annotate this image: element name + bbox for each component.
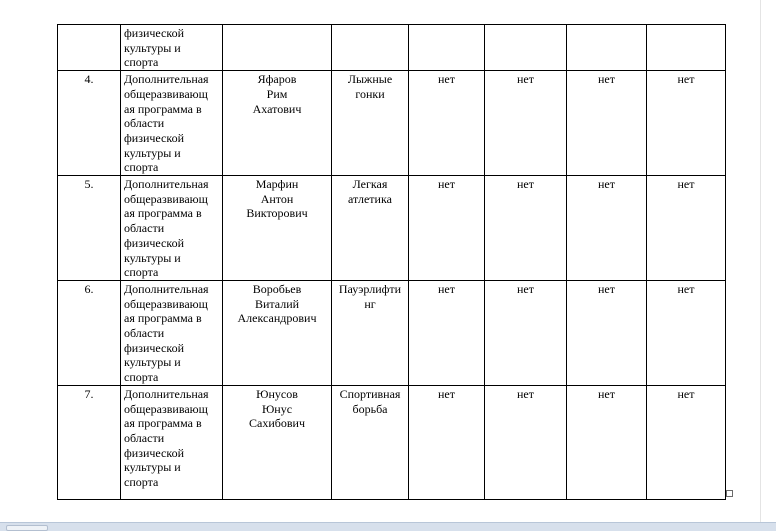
name-line: Виталий xyxy=(254,296,300,311)
program-line: спорта xyxy=(124,370,159,385)
value-cell[interactable]: нет xyxy=(567,71,647,176)
program-line: физической xyxy=(124,340,184,355)
sport-cell[interactable] xyxy=(332,280,409,385)
sport-line: атлетика xyxy=(348,191,392,206)
program-line: ая программа в xyxy=(124,206,202,221)
sport-cell[interactable] xyxy=(332,176,409,281)
name-cell[interactable] xyxy=(223,25,332,71)
program-line: ая программа в xyxy=(124,311,202,326)
program-cell[interactable] xyxy=(121,25,223,71)
program-cell[interactable] xyxy=(121,280,223,385)
row-number[interactable]: 7. xyxy=(58,385,121,499)
row-number[interactable]: 5. xyxy=(58,176,121,281)
program-line: культуры и xyxy=(124,40,181,55)
value-cell[interactable]: нет xyxy=(647,71,726,176)
name-line: Марфин xyxy=(255,177,299,192)
row-number[interactable]: 6. xyxy=(58,280,121,385)
program-line: культуры и xyxy=(124,355,181,370)
value-cell[interactable]: нет xyxy=(567,176,647,281)
value-cell[interactable]: нет xyxy=(409,385,485,499)
program-line: ая программа в xyxy=(124,101,202,116)
table-row xyxy=(58,280,726,385)
sport-line: гонки xyxy=(355,86,385,101)
table-row xyxy=(58,71,726,176)
program-line: общеразвивающ xyxy=(124,191,208,206)
name-line: Антон xyxy=(260,191,294,206)
row-number[interactable]: 4. xyxy=(58,71,121,176)
program-line: спорта xyxy=(124,160,159,175)
name-cell[interactable] xyxy=(223,385,332,499)
table-row xyxy=(58,176,726,281)
program-line: области xyxy=(124,326,165,341)
program-line: области xyxy=(124,430,165,445)
value-cell[interactable]: нет xyxy=(409,280,485,385)
name-line: Юнус xyxy=(261,401,293,416)
value-cell[interactable]: нет xyxy=(647,385,726,499)
value-cell[interactable]: нет xyxy=(485,280,567,385)
program-line: спорта xyxy=(124,475,159,490)
value-cell[interactable]: нет xyxy=(409,71,485,176)
value-cell[interactable]: нет xyxy=(567,385,647,499)
table-row-partial xyxy=(58,25,726,71)
program-line: физической xyxy=(124,26,184,40)
value-cell[interactable]: нет xyxy=(567,280,647,385)
name-cell[interactable] xyxy=(223,176,332,281)
value-cell[interactable]: нет xyxy=(647,280,726,385)
program-line: культуры и xyxy=(124,145,181,160)
program-line: ая программа в xyxy=(124,416,202,431)
program-line: спорта xyxy=(124,265,159,280)
table-row xyxy=(58,385,726,499)
sport-line: нг xyxy=(364,296,376,311)
sport-line: Пауэрлифти xyxy=(338,281,402,296)
program-line: культуры и xyxy=(124,460,181,475)
sport-line: Спортивная xyxy=(339,386,401,401)
name-line: Александрович xyxy=(237,311,317,326)
value-cell[interactable] xyxy=(409,25,485,71)
name-line: Викторович xyxy=(246,206,308,221)
sport-line: Лыжные xyxy=(347,72,393,87)
name-line: Сахибович xyxy=(249,416,305,431)
name-line: Рим xyxy=(266,86,288,101)
scrollbar-thumb[interactable] xyxy=(6,525,48,531)
program-line: области xyxy=(124,221,165,236)
program-line: спорта xyxy=(124,55,159,70)
value-cell[interactable]: нет xyxy=(485,71,567,176)
program-line: Дополнительная xyxy=(124,177,209,192)
name-line: Ахатович xyxy=(252,101,302,116)
value-cell[interactable]: нет xyxy=(485,385,567,499)
name-line: Юнусов xyxy=(256,386,298,401)
document-table xyxy=(57,24,726,500)
sport-line: Легкая xyxy=(352,177,388,192)
program-line: культуры и xyxy=(124,250,181,265)
program-line: области xyxy=(124,116,165,131)
value-cell[interactable] xyxy=(485,25,567,71)
program-line: Дополнительная xyxy=(124,72,209,87)
sport-line: борьба xyxy=(352,401,388,416)
sport-cell[interactable] xyxy=(332,385,409,499)
program-line: физической xyxy=(124,235,184,250)
program-line: общеразвивающ xyxy=(124,86,208,101)
value-cell[interactable]: нет xyxy=(647,176,726,281)
value-cell[interactable]: нет xyxy=(409,176,485,281)
name-cell[interactable] xyxy=(223,280,332,385)
table-end-marker xyxy=(726,490,733,497)
program-line: общеразвивающ xyxy=(124,401,208,416)
program-line: Дополнительная xyxy=(124,281,209,296)
sport-cell[interactable] xyxy=(332,25,409,71)
sport-cell[interactable] xyxy=(332,71,409,176)
program-line: Дополнительная xyxy=(124,386,209,401)
program-cell[interactable] xyxy=(121,176,223,281)
value-cell[interactable] xyxy=(567,25,647,71)
name-line: Воробьев xyxy=(252,281,302,296)
program-line: физической xyxy=(124,445,184,460)
program-line: физической xyxy=(124,130,184,145)
page-edge xyxy=(760,0,761,522)
value-cell[interactable] xyxy=(647,25,726,71)
value-cell[interactable]: нет xyxy=(485,176,567,281)
num-cell[interactable] xyxy=(58,25,121,71)
program-cell[interactable] xyxy=(121,385,223,499)
name-cell[interactable] xyxy=(223,71,332,176)
program-line: общеразвивающ xyxy=(124,296,208,311)
program-cell[interactable] xyxy=(121,71,223,176)
name-line: Яфаров xyxy=(257,72,297,87)
